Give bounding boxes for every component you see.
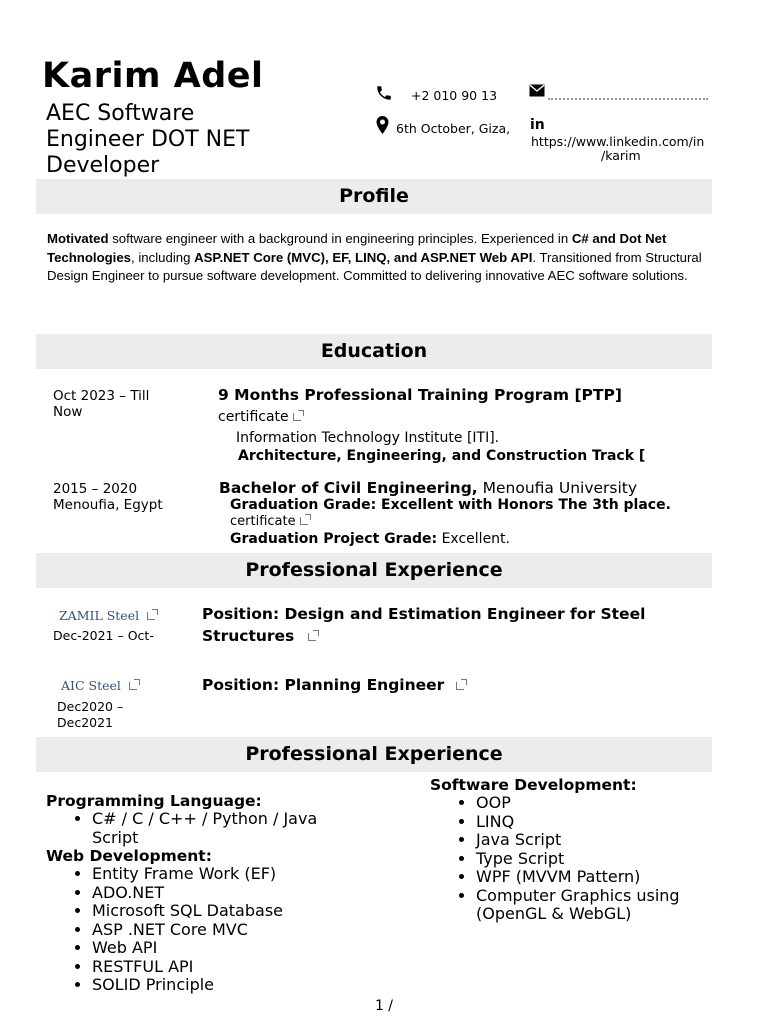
graduation-project-grade: Graduation Project Grade: Excellent. [230, 531, 510, 547]
company-link-aic[interactable]: AIC Steel [61, 678, 137, 693]
external-link-icon [300, 517, 308, 525]
job-title: AEC Software Engineer DOT NET Developer [46, 101, 250, 178]
external-link-icon [147, 612, 155, 620]
skill-item: • C# / C / C++ / Python / Java Script [92, 810, 332, 847]
page-number: 1 / [374, 998, 394, 1014]
programming-list [46, 810, 332, 847]
external-link-icon [293, 413, 301, 421]
experience-position: Position: Design and Estimation Engineer for Steel Structures [202, 605, 646, 645]
phone-number: +2 010 90 13 [411, 88, 498, 103]
education-title: Bachelor of Civil Engineering, Menoufia University [219, 479, 638, 497]
skill-item: • WPF (MVVM Pattern) [476, 868, 710, 887]
education-date: 2015 – 2020 Menoufia, Egypt [53, 481, 163, 513]
profile-text-part: . Transitioned from Structural Design Engineer to pursue software development. Committed to delivering innovative AEC software solutions. [47, 249, 702, 283]
external-link-icon [129, 682, 137, 690]
section-heading-education: Education [36, 334, 712, 369]
skill-item: • Web API [92, 939, 386, 958]
skill-item: • OOP [476, 794, 710, 813]
section-heading-experience: Professional Experience [36, 553, 712, 588]
profile-text-part: ASP.NET Core (MVC), EF, LINQ, and ASP.NET Web API [194, 249, 533, 265]
experience-position: Position: Planning Engineer [202, 676, 464, 694]
skill-item: • SOLID Principle [92, 976, 386, 995]
web-heading: Web Development: [46, 847, 212, 865]
profile-text-part: Motivated [47, 231, 109, 246]
email-address[interactable] [548, 98, 708, 102]
education-title: 9 Months Professional Training Program [PTP] [218, 386, 622, 404]
envelope-icon [529, 84, 545, 97]
web-list [46, 865, 386, 995]
skill-item: • RESTFUL API [92, 958, 386, 977]
experience-date: Dec-2021 – Oct- [53, 628, 154, 643]
profile-summary [47, 230, 712, 286]
location-text: 6th October, Giza, [396, 121, 511, 136]
skill-item: • ADO.NET [92, 884, 386, 903]
candidate-name: Karim Adel [42, 56, 264, 96]
software-heading: Software Development: [430, 776, 637, 794]
profile-text-part: C# and Dot Net Technologies [47, 231, 667, 265]
external-link-icon[interactable] [308, 633, 316, 641]
skill-item: • Java Script [476, 831, 710, 850]
education-track: Architecture, Engineering, and Construction Track [ [238, 448, 646, 464]
skill-item: • LINQ [476, 813, 710, 832]
skills-right-column [430, 776, 710, 924]
experience-date: Dec2020 – Dec2021 [57, 699, 124, 730]
external-link-icon[interactable] [456, 682, 464, 690]
skill-item: • Entity Frame Work (EF) [92, 865, 386, 884]
skill-item: • Type Script [476, 850, 710, 869]
software-list [430, 794, 710, 924]
certificate-link[interactable]: certificate [230, 514, 308, 529]
skill-item: • ASP .NET Core MVC [92, 921, 386, 940]
education-date: Oct 2023 – Till Now [53, 388, 150, 420]
certificate-link[interactable]: certificate [218, 409, 301, 425]
phone-icon [375, 84, 393, 102]
linkedin-icon: in [530, 117, 545, 133]
skills-left-column [46, 792, 386, 994]
skill-item: • Computer Graphics using (OpenGL & WebGL) [476, 887, 710, 924]
education-institute: Information Technology Institute [ITI]. [236, 430, 500, 446]
company-link-zamil[interactable]: ZAMIL Steel [59, 608, 155, 623]
graduation-grade: Graduation Grade: Excellent with Honors The 3th place. [230, 497, 671, 513]
linkedin-link[interactable]: https://www.linkedin.com/in /karim [531, 134, 705, 163]
section-heading-skills: Professional Experience [36, 737, 712, 772]
profile-text-part: , including [131, 249, 195, 265]
skill-item: • Microsoft SQL Database [92, 902, 386, 921]
section-heading-profile: Profile [36, 179, 712, 214]
map-pin-icon [376, 116, 389, 134]
profile-text-part: software engineer with a background in engineering principles. Experienced in [108, 231, 572, 246]
programming-heading: Programming Language: [46, 792, 262, 810]
